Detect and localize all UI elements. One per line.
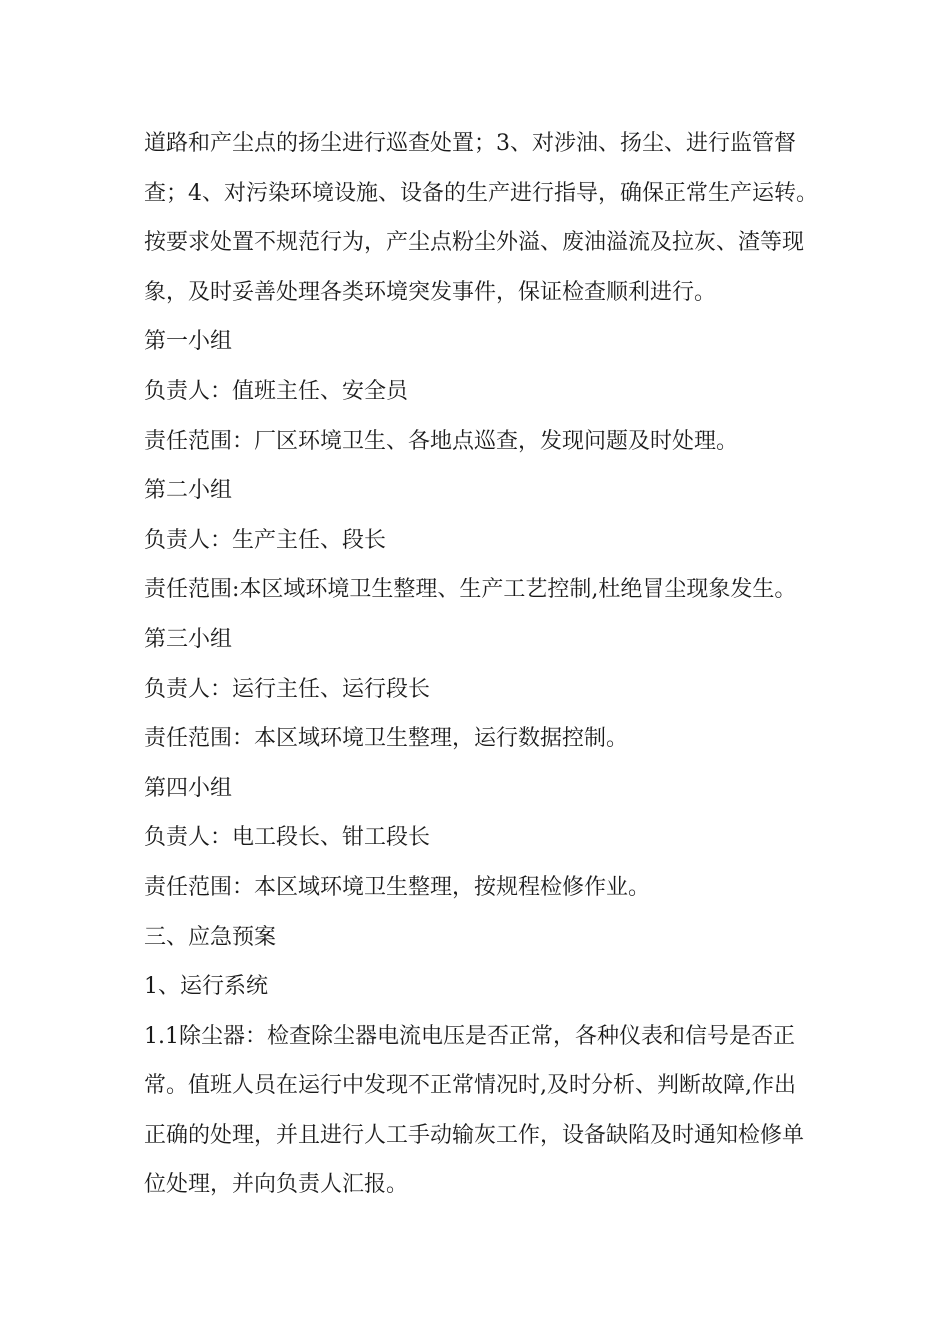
- responsible-person: 负责人：生产主任、段长: [144, 527, 387, 553]
- paragraph-line: 常。值班人员在运行中发现不正常情况时,及时分析、判断故障,作出: [144, 1073, 796, 1099]
- responsible-person: 负责人：运行主任、运行段长: [144, 676, 431, 702]
- subsection-heading: 1、运行系统: [144, 974, 268, 1000]
- responsible-person: 负责人：电工段长、钳工段长: [144, 825, 431, 851]
- paragraph-line: 按要求处置不规范行为，产尘点粉尘外溢、废油溢流及拉灰、渣等现: [144, 230, 805, 256]
- paragraph-line: 象，及时妥善处理各类环境突发事件，保证检查顺利进行。: [144, 279, 717, 305]
- responsibility-scope: 责任范围：本区域环境卫生整理，运行数据控制。: [144, 726, 629, 752]
- responsibility-scope: 责任范围：本区域环境卫生整理，按规程检修作业。: [144, 874, 651, 900]
- section-heading: 三、应急预案: [144, 924, 277, 950]
- paragraph-line: 正确的处理，并且进行人工手动输灰工作，设备缺陷及时通知检修单: [144, 1122, 805, 1148]
- responsibility-scope: 责任范围：厂区环境卫生、各地点巡查，发现问题及时处理。: [144, 428, 739, 454]
- group-heading: 第一小组: [144, 329, 233, 355]
- document-body: [144, 119, 818, 1210]
- group-heading: 第四小组: [144, 775, 233, 801]
- paragraph-line: 1.1除尘器：检查除尘器电流电压是否正常，各种仪表和信号是否正: [144, 1023, 795, 1049]
- group-heading: 第二小组: [144, 478, 233, 504]
- responsible-person: 负责人：值班主任、安全员: [144, 378, 409, 404]
- paragraph-line: 查；4、对污染环境设施、设备的生产进行指导，确保正常生产运转。: [144, 180, 818, 206]
- group-heading: 第三小组: [144, 626, 233, 652]
- paragraph-line: 位处理，并向负责人汇报。: [144, 1172, 409, 1198]
- responsibility-scope: 责任范围:本区域环境卫生整理、生产工艺控制,杜绝冒尘现象发生。: [144, 577, 797, 603]
- paragraph-line: 道路和产尘点的扬尘进行巡查处置；3、对涉油、扬尘、进行监管督: [144, 131, 796, 156]
